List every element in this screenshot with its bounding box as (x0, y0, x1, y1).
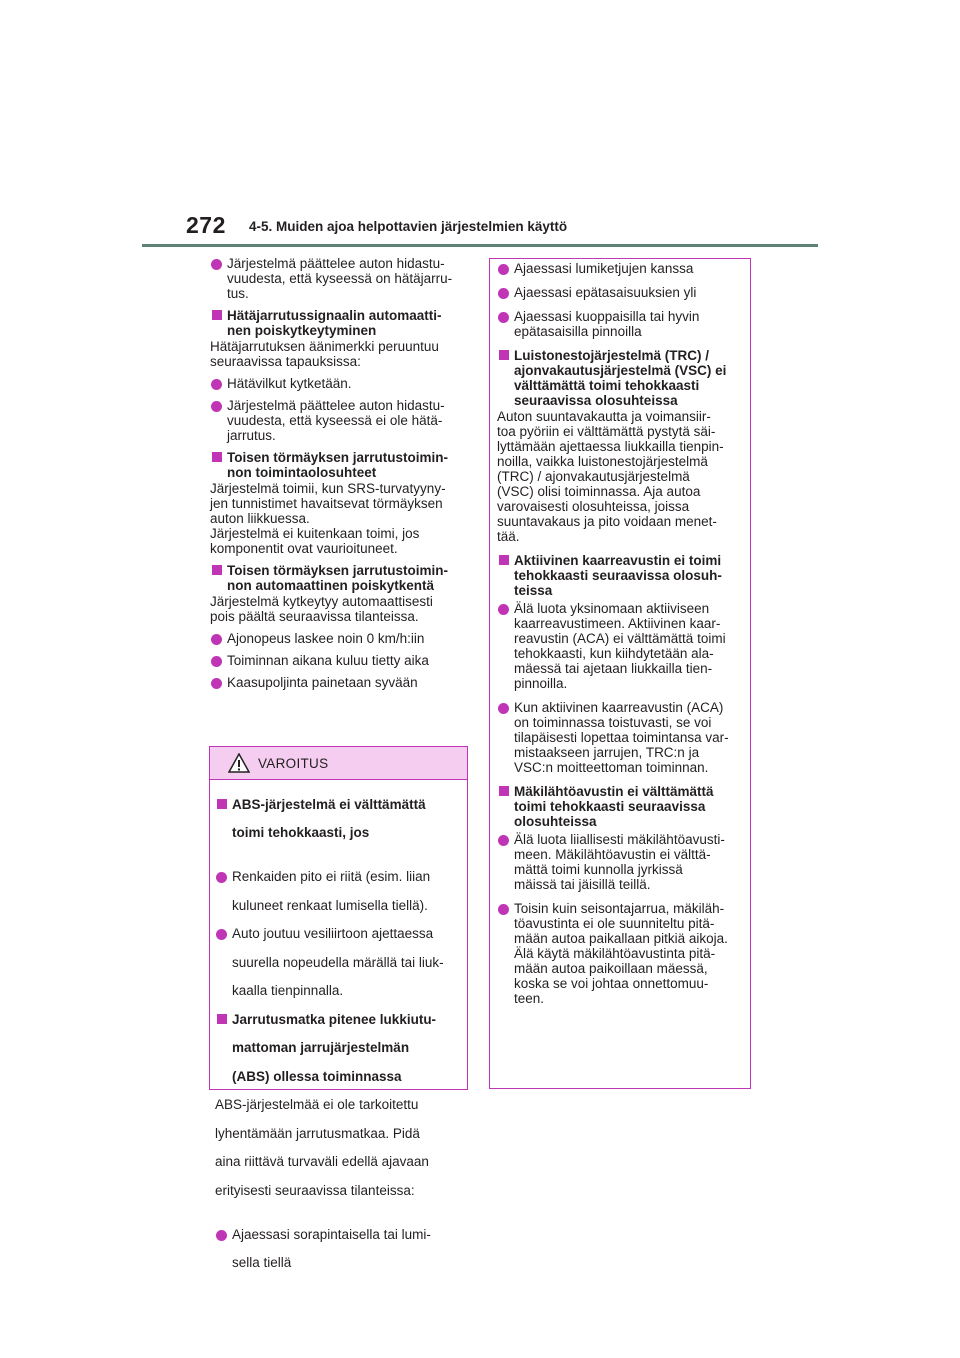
text-line: tehokkaasti, kun kiihdytetään ala- (514, 646, 714, 661)
text-line: Renkaiden pito ei riitä (esim. liian (232, 869, 431, 884)
text-line: reavustin (ACA) ei välttämättä toimi (514, 631, 726, 646)
text-line: kaarreavustimeen. Aktiivinen kaar- (514, 616, 721, 631)
text-line: ABS-järjestelmä ei välttämättä (232, 796, 426, 812)
right-column (497, 261, 741, 1013)
text-line: Hätävilkut kytketään. (227, 376, 352, 391)
text-line: meen. Mäkilähtöavustin ei välttä- (514, 847, 711, 862)
list-item (215, 869, 459, 913)
subsection-heading (497, 784, 741, 829)
square-bullet-icon (212, 310, 222, 320)
bullet-dot-icon (211, 379, 222, 390)
list-item (210, 631, 467, 646)
text-line: toimi tehokkaasti seuraavissa (514, 799, 706, 814)
text-line: varovaisesti olosuhteissa, joissa (497, 499, 690, 514)
text-line: Järjestelmä kytkeytyy automaattisesti (210, 594, 433, 609)
list-item (210, 376, 467, 391)
text-line: Jarrutusmatka pitenee lukkiutu- (232, 1011, 437, 1027)
text-line: Aktiivinen kaarreavustin ei toimi (514, 553, 722, 568)
text-line: Ajaessasi kuoppaisilla tai hyvin (514, 309, 700, 324)
text-line: (VSC) olisi toiminnassa. Aja autoa (497, 484, 701, 499)
text-line: nen poiskytkeytyminen (227, 323, 377, 338)
list-item (210, 398, 467, 443)
list-item (497, 832, 741, 892)
square-bullet-icon (212, 452, 222, 462)
bullet-dot-icon (211, 656, 222, 667)
text-line: mattoman jarrujärjestelmän (232, 1040, 410, 1055)
paragraph (210, 481, 467, 556)
text-line: lyttämään ajettaessa liukkailla tienpin- (497, 439, 724, 454)
text-line: pinnoilla. (514, 676, 568, 691)
text-line: mään autoa paikallaan pitkiä aikoja. (514, 931, 728, 946)
square-bullet-icon (217, 799, 227, 809)
list-item (497, 285, 741, 300)
left-column (210, 256, 467, 697)
text-line: tilapäisesti lopettaa toimintansa var- (514, 730, 729, 745)
text-line: koska se voi johtaa onnettomuu- (514, 976, 709, 991)
warning-box (209, 746, 468, 1270)
paragraph (497, 409, 741, 544)
subsection-heading (215, 797, 459, 841)
text-line: non automaattinen poiskytkentä (227, 578, 435, 593)
list-item (215, 1227, 459, 1271)
warning-title: VAROITUS (258, 756, 329, 771)
text-line: Älä käytä mäkilähtöavustinta pitä- (514, 946, 716, 961)
list-item (210, 256, 467, 301)
text-line: Ajaessasi sorapintaisella tai lumi- (232, 1226, 431, 1242)
text-line: Kun aktiivinen kaarreavustin (ACA) (514, 700, 724, 715)
paragraph (210, 594, 467, 624)
list-item (497, 261, 741, 276)
bullet-dot-icon (498, 288, 509, 299)
text-line: toimi tehokkaasti, jos (232, 825, 370, 840)
subsection-heading (497, 553, 741, 598)
subsection-heading (210, 308, 467, 338)
text-line: aina riittävä turvaväli edellä ajavaan (215, 1154, 429, 1169)
text-line: Järjestelmä ei kuitenkaan toimi, jos (210, 526, 420, 541)
list-item (210, 653, 467, 668)
subsection-heading (210, 563, 467, 593)
text-line: teen. (514, 991, 545, 1006)
text-line: lyhentämään jarrutusmatkaa. Pidä (215, 1125, 420, 1141)
bullet-dot-icon (216, 872, 227, 883)
text-line: Toisen törmäyksen jarrutustoimin- (227, 563, 449, 578)
square-bullet-icon (217, 1014, 227, 1024)
text-line: Järjestelmä päättelee auton hidastu- (227, 398, 445, 413)
text-line: Älä luota yksinomaan aktiiviseen (514, 601, 710, 616)
text-line: tus. (227, 286, 249, 301)
text-line: Ajaessasi epätasaisuuksien yli (514, 285, 697, 300)
text-line: Järjestelmä päättelee auton hidastu- (227, 256, 445, 271)
warning-triangle-icon (228, 753, 250, 773)
text-line: suuntavakaus ja pito voidaan menet- (497, 514, 717, 529)
text-line: Toisen törmäyksen jarrutustoimin- (227, 450, 449, 465)
text-line: pois päältä seuraavissa tilanteissa. (210, 609, 419, 624)
text-line: tehokkaasti seuraavissa olosuh- (514, 568, 722, 583)
bullet-dot-icon (211, 634, 222, 645)
bullet-dot-icon (498, 703, 509, 714)
warning-body (215, 783, 459, 1284)
text-line: komponentit ovat vaurioituneet. (210, 541, 398, 556)
text-line: Auto joutuu vesiliirtoon ajettaessa (232, 926, 434, 941)
text-line: seuraavissa tapauksissa: (210, 354, 361, 369)
section-title: 4-5. Muiden ajoa helpottavien järjestelmien käyttö (249, 219, 568, 234)
list-item (215, 926, 459, 998)
text-line: jarrutus. (227, 428, 276, 443)
text-line: Luistonestojärjestelmä (TRC) / (514, 348, 710, 363)
warning-header (210, 747, 467, 780)
subsection-heading (215, 1012, 459, 1084)
text-line: tää. (497, 529, 520, 544)
text-line: Ajonopeus laskee noin 0 km/h:iin (227, 631, 425, 646)
square-bullet-icon (499, 786, 509, 796)
square-bullet-icon (499, 350, 509, 360)
text-line: ajonvakautusjärjestelmä (VSC) ei (514, 363, 727, 378)
text-line: mäessä tai ajetaan liukkailla tien- (514, 661, 713, 676)
subsection-heading (210, 450, 467, 480)
text-line: non toimintaolosuhteet (227, 465, 377, 480)
list-item (497, 309, 741, 339)
text-line: epätasaisilla pinnoilla (514, 324, 642, 339)
text-line: VSC:n moitteettoman toiminnan. (514, 760, 709, 775)
text-line: välttämättä toimi tehokkaasti (514, 378, 700, 393)
text-line: vuudesta, että kyseessä ei ole hätä- (227, 413, 443, 428)
bullet-dot-icon (498, 264, 509, 275)
bullet-dot-icon (216, 929, 227, 940)
text-line: Hätäjarrutussignaalin automaatti- (227, 308, 442, 323)
text-line: Toiminnan aikana kuluu tietty aika (227, 653, 429, 668)
text-line: Toisin kuin seisontajarrua, mäkiläh- (514, 901, 725, 916)
page-header (0, 0, 960, 250)
text-line: (TRC) / ajonvakautusjärjestelmä (497, 469, 690, 484)
bullet-dot-icon (211, 678, 222, 689)
text-line: Kaasupoljinta painetaan syvään (227, 675, 418, 690)
square-bullet-icon (212, 565, 222, 575)
text-line: auton liikkuessa. (210, 511, 310, 526)
text-line: (ABS) ollessa toiminnassa (232, 1068, 402, 1084)
bullet-dot-icon (211, 259, 222, 270)
list-item (497, 601, 741, 691)
text-line: Hätäjarrutuksen äänimerkki peruuntuu (210, 339, 439, 354)
text-line: kuluneet renkaat lumisella tiellä). (232, 897, 428, 913)
text-line: mäissä tai jäisillä teillä. (514, 877, 651, 892)
list-item (497, 700, 741, 775)
list-item (497, 901, 741, 1006)
bullet-dot-icon (498, 835, 509, 846)
paragraph (215, 1097, 459, 1198)
text-line: Mäkilähtöavustin ei välttämättä (514, 784, 714, 799)
bullet-dot-icon (211, 401, 222, 412)
text-line: ABS-järjestelmää ei ole tarkoitettu (215, 1097, 419, 1112)
text-line: teissa (514, 583, 553, 598)
text-line: on toiminnassa toistuvasti, se voi (514, 715, 712, 730)
subsection-heading (497, 348, 741, 408)
bullet-dot-icon (498, 604, 509, 615)
text-line: Ajaessasi lumiketjujen kanssa (514, 261, 694, 276)
text-line: Älä luota liiallisesti mäkilähtöavusti- (514, 832, 725, 847)
text-line: mättä toimi kunnolla jyrkissä (514, 862, 683, 877)
bullet-dot-icon (498, 904, 509, 915)
page-number: 272 (186, 212, 226, 238)
text-line: Järjestelmä toimii, kun SRS-turvatyyny- (210, 481, 446, 496)
text-line: noilla, vaikka luistonestojärjestelmä (497, 454, 708, 469)
list-item (210, 675, 467, 690)
text-line: mään autoa paikoillaan mäessä, (514, 961, 708, 976)
text-line: suurella nopeudella märällä tai liuk- (232, 954, 444, 970)
text-line: jen tunnistimet havaitsevat törmäyksen (210, 496, 443, 511)
text-line: seuraavissa olosuhteissa (514, 393, 678, 408)
bullet-dot-icon (498, 312, 509, 323)
text-line: erityisesti seuraavissa tilanteissa: (215, 1182, 415, 1198)
text-line: sella tiellä (232, 1255, 292, 1270)
text-line: mistaakseen jarrujen, TRC:n ja (514, 745, 700, 760)
text-line: töavustinta ei ole suunniteltu pitä- (514, 916, 715, 931)
text-line: Auton suuntavakautta ja voimansiir- (497, 409, 711, 424)
text-line: kaalla tienpinnalla. (232, 983, 344, 998)
text-line: olosuhteissa (514, 814, 597, 829)
text-line: toa pyöriin ei välttämättä pystytä säi- (497, 424, 716, 439)
bullet-dot-icon (216, 1230, 227, 1241)
square-bullet-icon (499, 555, 509, 565)
header-divider (142, 244, 818, 247)
text-line: vuudesta, että kyseessä on hätäjarru- (227, 271, 453, 286)
paragraph (210, 339, 467, 369)
